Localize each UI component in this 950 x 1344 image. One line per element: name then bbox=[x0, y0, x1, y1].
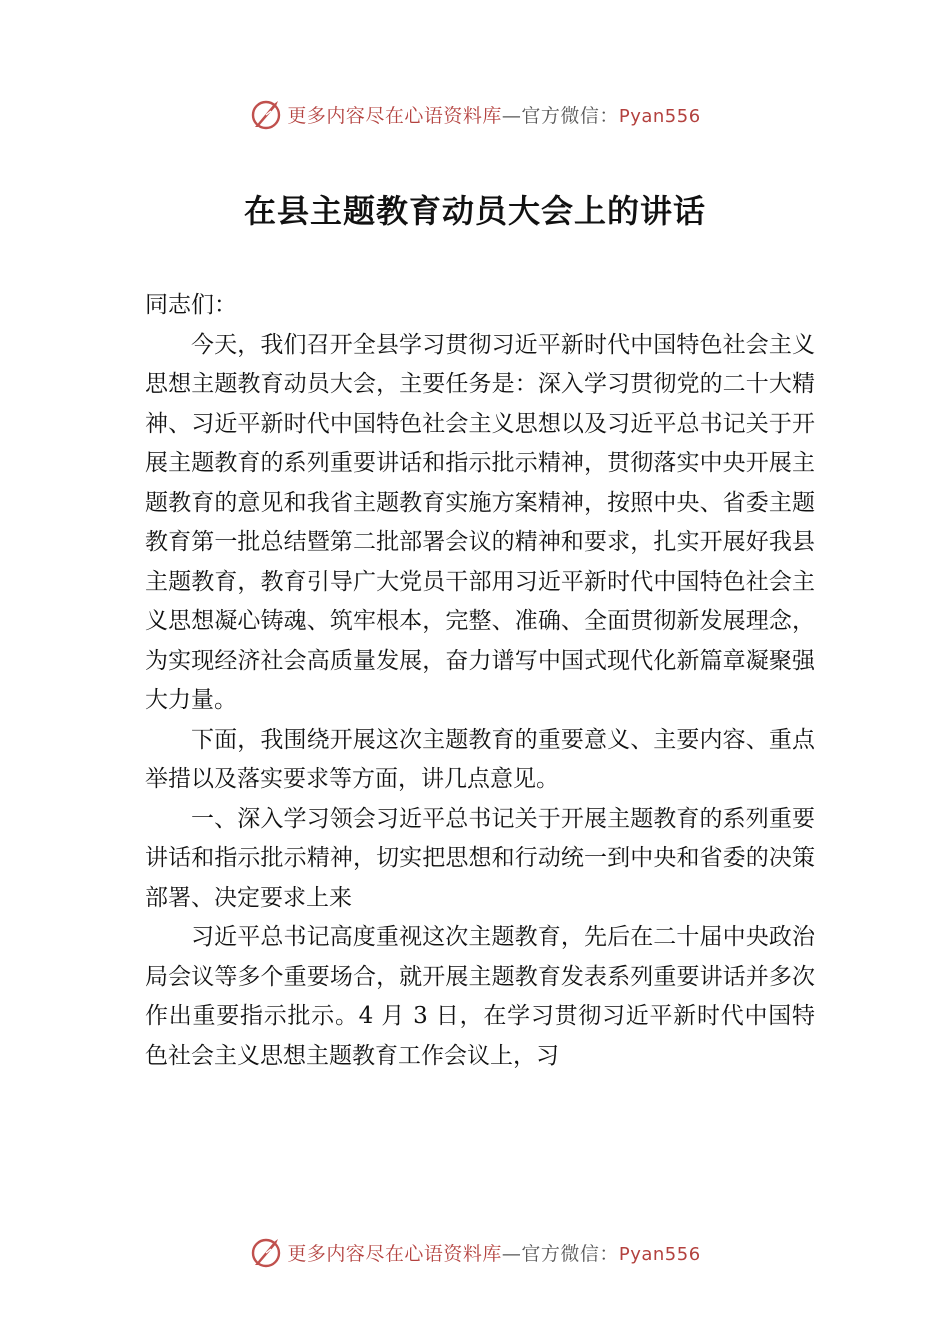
section-heading: 一、深入学习领会习近平总书记关于开展主题教育的系列重要讲话和指示批示精神，切实把思想和行动统一到中央和省委的决策部署、决定要求上来 bbox=[145, 805, 815, 911]
document-title: 在县主题教育动员大会上的讲话 bbox=[243, 192, 706, 230]
paragraph: 今天，我们召开全县学习贯彻习近平新时代中国特色社会主义思想主题教育动员大会，主要任务是：深入学习贯彻党的二十大精神、习近平新时代中国特色社会主义思想以及习近平总书记关于开展主题教育的系列重要讲话和指示批示精神，贯彻落实中央开展主题教育的意见和我省主题教育实施方案精神，按照中央、省委主题教育第一批总结暨第二批部署会议的精神和要求，扎实开展好我县主题教育，教育引导广大党员干部用习近平新时代中国特色社会主义思想凝心铸魂、筑牢根本，完整、准确、全面贯彻新发展理念， 为实现经济社会高质量发展，奋力谱写中国式现代化新篇章凝聚强大力量。 bbox=[145, 331, 815, 713]
banner-text bbox=[287, 1239, 700, 1266]
banner-wechat-label: 官方微信： bbox=[521, 104, 619, 127]
banner-text bbox=[287, 101, 700, 128]
quill-seal-icon bbox=[249, 97, 283, 131]
footer-banner bbox=[0, 1234, 950, 1270]
quill-seal-icon bbox=[249, 1235, 283, 1269]
banner-wechat-id: Pyan556 bbox=[618, 1243, 701, 1265]
banner-separator: — bbox=[501, 1242, 522, 1265]
document-body bbox=[145, 286, 815, 1076]
banner-separator: — bbox=[501, 104, 522, 127]
header-banner bbox=[0, 96, 950, 132]
paragraph: 习近平总书记高度重视这次主题教育，先后在二十届中央政治局会议等多个重要场合，就开展主题教育发表系列重要讲话并多次作出重要指示批示。4 月 3 日，在学习贯彻习近平新时代中国特色社会主义思想主题教育工作会议上，习 bbox=[145, 924, 815, 1069]
banner-slogan: 更多内容尽在心语资料库 bbox=[287, 104, 502, 127]
banner-wechat-id: Pyan556 bbox=[618, 105, 701, 127]
paragraph: 下面，我围绕开展这次主题教育的重要意义、主要内容、重点举措以及落实要求等方面，讲几点意见。 bbox=[145, 726, 815, 792]
salutation: 同志们： bbox=[145, 292, 237, 318]
banner-slogan: 更多内容尽在心语资料库 bbox=[287, 1242, 502, 1265]
banner-wechat-label: 官方微信： bbox=[521, 1242, 619, 1265]
